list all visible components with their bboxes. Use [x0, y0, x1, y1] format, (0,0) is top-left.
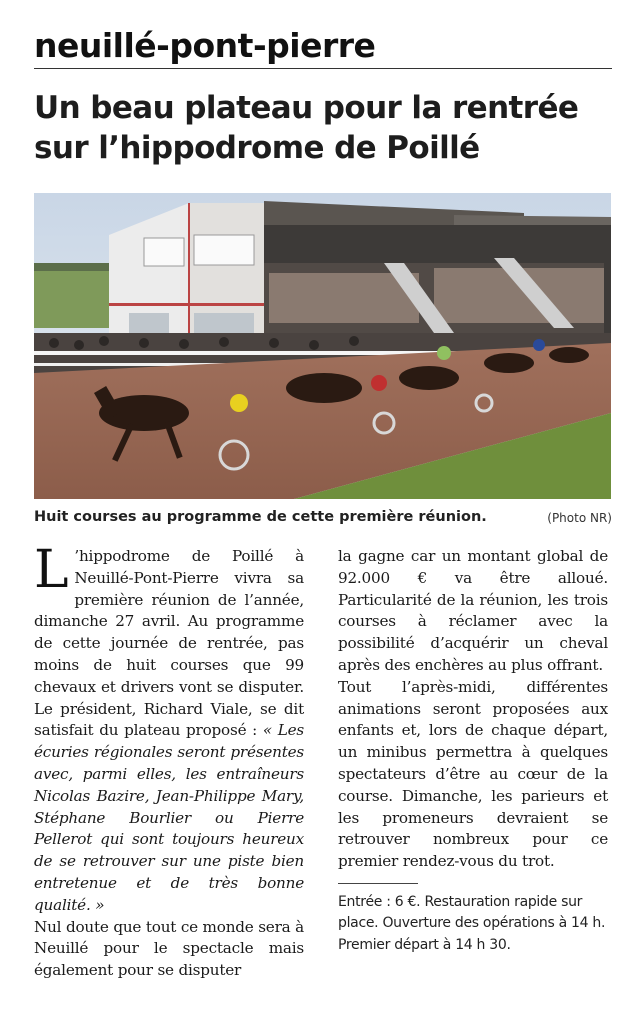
article-paragraph-2-end: la gagne car un montant global de 92.000 € va être alloué. Particularité de la réunion, les trois courses à réclamer avec la possibilité d’acquérir un cheval après des enchères au plus offrant.	[338, 547, 608, 674]
article-paragraph-1	[34, 540, 304, 917]
drop-cap: L	[34, 540, 69, 600]
photo-caption	[34, 507, 612, 527]
info-separator	[338, 883, 418, 884]
article-headline: Un beau plateau pour la rentrée sur l’hippodrome de Poillé	[34, 90, 579, 166]
photo-credit: (Photo NR)	[547, 511, 612, 525]
paragraph-1-text: ’hippodrome de Poillé à Neuillé-Pont-Pierre vivra sa première réunion de l’année, dimanche 27 avril. Au programme de cette journée de rentrée, pas moins de huit courses que 99 chevaux et drivers vont se disputer. Le président, Richard Viale, se dit satisfait du plateau proposé :	[34, 547, 304, 740]
article-column-2	[338, 546, 608, 956]
caption-text: Huit courses au programme de cette première réunion.	[34, 509, 487, 525]
race-photo	[34, 193, 611, 499]
section-title: neuillé-pont-pierre	[34, 26, 612, 69]
practical-info	[338, 892, 608, 957]
president-quote: « Les écuries régionales seront présentes avec, parmi elles, les entraîneurs Nicolas Bazire, Jean-Philippe Mary, Stéphane Bourlier ou Pierre Pellerot qui sont toujours heureux de se retrouver sur une piste bien entretenue et de très bonne qualité. »	[34, 721, 304, 914]
article-column-1	[34, 540, 304, 982]
practical-info-text: Entrée : 6 €. Restauration rapide sur place. Ouverture des opérations à 14 h. Premier départ à 14 h 30.	[338, 893, 606, 953]
article-paragraph-2-start: Nul doute que tout ce monde sera à Neuillé pour le spectacle mais également pour se disputer	[34, 917, 304, 980]
article-paragraph-3: Tout l’après-midi, différentes animations seront proposées aux enfants et, lors de chaque départ, un minibus permettra à quelques spectateurs d’être au cœur de la course. Dimanche, les parieurs et les promeneurs devraient se retrouver nombreux pour ce premier rendez-vous du trot.	[338, 677, 608, 871]
